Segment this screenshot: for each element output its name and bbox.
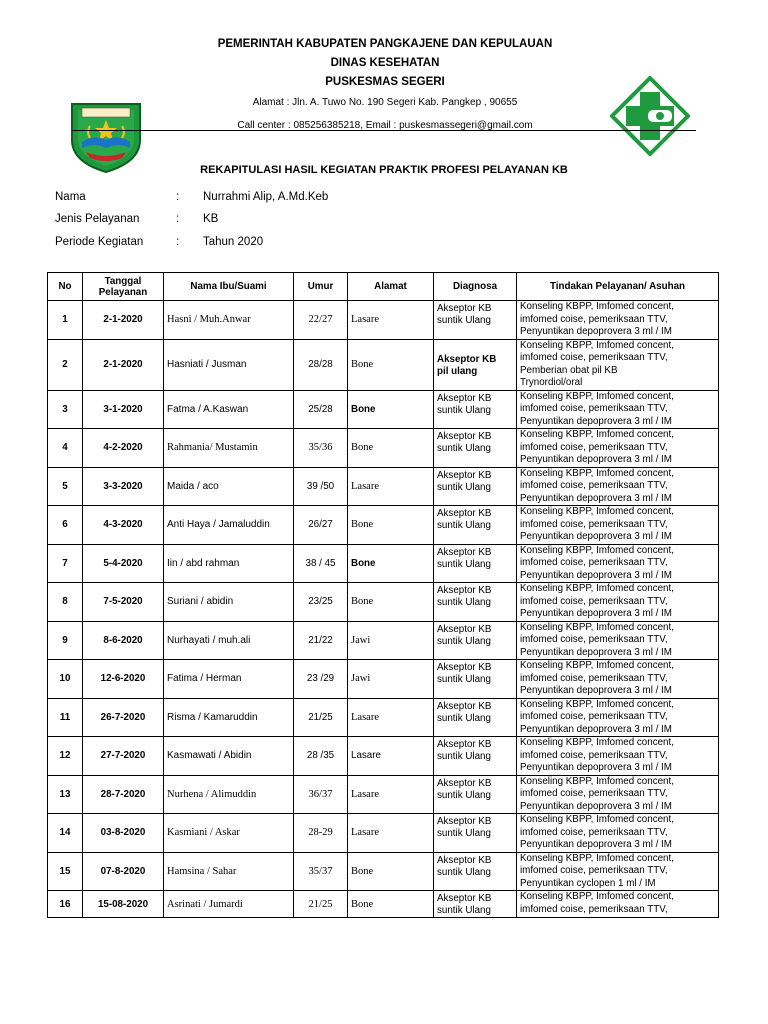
cell-no: 8: [48, 583, 83, 622]
cell-alamat: Lasare: [348, 814, 434, 853]
diagnosa-line: Akseptor KB: [437, 392, 492, 404]
cell-tindakan: [517, 339, 719, 390]
col-header-umur: Umur: [294, 273, 348, 301]
table-row: [48, 544, 719, 583]
cell-nama: Kasmawati / Abidin: [164, 737, 294, 776]
cell-tanggal: 4-3-2020: [83, 506, 164, 545]
table-row: [48, 852, 719, 891]
col-header-alamat: Alamat: [348, 273, 434, 301]
tindakan-line: imfomed coise, pemeriksaan TTV,: [520, 788, 668, 799]
table-row: [48, 698, 719, 737]
tindakan-line: Konseling KBPP, Imfomed concent,: [520, 621, 674, 633]
tindakan-line: Konseling KBPP, Imfomed concent,: [520, 301, 674, 312]
table-row: [48, 775, 719, 814]
cell-no: 7: [48, 544, 83, 583]
cell-diagnosa: [434, 621, 517, 660]
cell-alamat: Bone: [348, 544, 434, 583]
info-label-jenis: Jenis Pelayanan: [55, 213, 140, 225]
diagnosa-line: suntik Ulang: [437, 597, 491, 608]
tindakan-line: Penyuntikan depoprovera 3 ml / IM: [520, 685, 672, 696]
tindakan-line: Konseling KBPP, Imfomed concent,: [520, 660, 674, 671]
cell-no: 11: [48, 698, 83, 737]
diagnosa-line: Akseptor KB: [437, 623, 492, 635]
cell-tindakan: [517, 301, 719, 340]
cell-alamat: Lasare: [348, 775, 434, 814]
cell-alamat: Jawi: [348, 660, 434, 699]
cell-alamat: Jawi: [348, 621, 434, 660]
cell-nama: Hamsina / Sahar: [164, 852, 294, 891]
cell-diagnosa: [434, 660, 517, 699]
tindakan-line: Konseling KBPP, Imfomed concent,: [520, 339, 674, 351]
tindakan-line: Konseling KBPP, Imfomed concent,: [520, 506, 674, 517]
cell-no: 9: [48, 621, 83, 660]
tindakan-line: Konseling KBPP, Imfomed concent,: [520, 544, 674, 556]
cell-diagnosa: [434, 775, 517, 814]
header-line-3: PUSKESMAS SEGERI: [325, 76, 445, 88]
diagnosa-line: suntik Ulang: [437, 674, 491, 685]
diagnosa-line: Akseptor KB: [437, 700, 492, 712]
diagnosa-line: Akseptor KB: [437, 739, 492, 750]
table-row: [48, 339, 719, 390]
cell-diagnosa: [434, 339, 517, 390]
tindakan-line: Konseling KBPP, Imfomed concent,: [520, 698, 674, 710]
tindakan-line: imfomed coise, pemeriksaan TTV,: [520, 441, 668, 453]
tindakan-line: Konseling KBPP, Imfomed concent,: [520, 583, 674, 594]
cell-umur: 25/28: [294, 390, 348, 429]
info-value-jenis: KB: [203, 213, 219, 225]
cell-tanggal: 8-6-2020: [83, 621, 164, 660]
cell-tanggal: 5-4-2020: [83, 544, 164, 583]
cell-tindakan: [517, 583, 719, 622]
tindakan-line: Konseling KBPP, Imfomed concent,: [520, 429, 674, 440]
cell-alamat: Bone: [348, 429, 434, 468]
table-row: [48, 301, 719, 340]
cell-tanggal: 3-3-2020: [83, 467, 164, 506]
cell-tanggal: 2-1-2020: [83, 339, 164, 390]
cell-tindakan: [517, 660, 719, 699]
tindakan-line: Penyuntikan depoprovera 3 ml / IM: [520, 839, 672, 850]
header-contact: Call center : 085256385218, Email : puskesmassegeri@gmail.com: [237, 120, 533, 131]
table-row: [48, 467, 719, 506]
cell-alamat: Lasare: [348, 301, 434, 340]
tindakan-line: imfomed coise, pemeriksaan TTV,: [520, 480, 668, 491]
tindakan-line: Konseling KBPP, Imfomed concent,: [520, 814, 674, 825]
diagnosa-line: Akseptor KB: [437, 469, 492, 481]
diagnosa-line: suntik Ulang: [437, 520, 491, 531]
tindakan-line: imfomed coise, pemeriksaan TTV,: [520, 352, 668, 363]
cell-diagnosa: [434, 891, 517, 918]
tindakan-line: Trynordiol/oral: [520, 377, 583, 388]
tindakan-line: Penyuntikan depoprovera 3 ml / IM: [520, 454, 672, 465]
cell-no: 3: [48, 390, 83, 429]
diagnosa-line: suntik Ulang: [437, 789, 491, 801]
diagnosa-line: Akseptor KB: [437, 585, 492, 596]
info-label-periode: Periode Kegiatan: [55, 236, 144, 248]
tindakan-line: Penyuntikan depoprovera 3 ml / IM: [520, 608, 672, 619]
cell-diagnosa: [434, 698, 517, 737]
diagnosa-line: suntik Ulang: [437, 751, 491, 762]
cell-diagnosa: [434, 737, 517, 776]
cell-alamat: Lasare: [348, 737, 434, 776]
cell-tindakan: [517, 467, 719, 506]
document-title: REKAPITULASI HASIL KEGIATAN PRAKTIK PROFESI PELAYANAN KB: [200, 164, 568, 176]
diagnosa-line: Akseptor KB: [437, 353, 497, 365]
diagnosa-line: Akseptor KB: [437, 854, 492, 866]
cell-tindakan: [517, 891, 719, 918]
cell-tindakan: [517, 506, 719, 545]
cell-umur: 35/37: [294, 852, 348, 891]
cell-umur: 23/25: [294, 583, 348, 622]
cell-nama: Iin / abd rahman: [164, 544, 294, 583]
cell-no: 14: [48, 814, 83, 853]
diagnosa-line: suntik Ulang: [437, 866, 491, 878]
cell-umur: 39 /50: [294, 467, 348, 506]
cell-tanggal: 28-7-2020: [83, 775, 164, 814]
col-header-nama: Nama Ibu/Suami: [164, 273, 294, 301]
cell-diagnosa: [434, 467, 517, 506]
cell-alamat: Bone: [348, 506, 434, 545]
tindakan-line: Konseling KBPP, Imfomed concent,: [520, 737, 674, 748]
tindakan-line: imfomed coise, pemeriksaan TTV,: [520, 711, 668, 722]
kb-recap-table: [47, 272, 719, 918]
cell-umur: 21/25: [294, 698, 348, 737]
cell-tanggal: 03-8-2020: [83, 814, 164, 853]
cell-tindakan: [517, 390, 719, 429]
cell-alamat: Bone: [348, 390, 434, 429]
cell-nama: Hasni / Muh.Anwar: [164, 301, 294, 340]
table-row: [48, 506, 719, 545]
cell-umur: 28/28: [294, 339, 348, 390]
tindakan-line: imfomed coise, pemeriksaan TTV,: [520, 313, 668, 325]
col-header-tindakan: Tindakan Pelayanan/ Asuhan: [517, 273, 719, 301]
info-value-periode: Tahun 2020: [203, 236, 264, 248]
cell-nama: Fatima / Herman: [164, 660, 294, 699]
kabupaten-emblem-icon: [64, 96, 148, 174]
cell-alamat: Bone: [348, 583, 434, 622]
cell-tanggal: 15-08-2020: [83, 891, 164, 918]
table-row: [48, 891, 719, 918]
cell-no: 5: [48, 467, 83, 506]
cell-tanggal: 26-7-2020: [83, 698, 164, 737]
cell-no: 10: [48, 660, 83, 699]
cell-tindakan: [517, 429, 719, 468]
diagnosa-line: suntik Ulang: [437, 712, 491, 724]
cell-nama: Fatma / A.Kaswan: [164, 390, 294, 429]
puskesmas-logo: [610, 76, 690, 156]
header-line-1: PEMERINTAH KABUPATEN PANGKAJENE DAN KEPULAUAN: [217, 38, 553, 50]
table-row: [48, 583, 719, 622]
tindakan-line: Penyuntikan depoprovera 3 ml / IM: [520, 531, 672, 542]
puskesmas-cross-icon: [610, 76, 690, 156]
cell-nama: Maida / aco: [164, 467, 294, 506]
cell-umur: 26/27: [294, 506, 348, 545]
tindakan-line: imfomed coise, pemeriksaan TTV,: [520, 595, 668, 607]
diagnosa-line: Akseptor KB: [437, 303, 492, 314]
tindakan-line: imfomed coise, pemeriksaan TTV,: [520, 749, 668, 761]
cell-tindakan: [517, 814, 719, 853]
table-row: [48, 814, 719, 853]
cell-tanggal: 4-2-2020: [83, 429, 164, 468]
tindakan-line: Konseling KBPP, Imfomed concent,: [520, 852, 674, 864]
tindakan-line: imfomed coise, pemeriksaan TTV,: [520, 865, 668, 876]
info-label-nama: Nama: [55, 191, 86, 203]
cell-alamat: Lasare: [348, 467, 434, 506]
tindakan-line: imfomed coise, pemeriksaan TTV,: [520, 518, 668, 530]
cell-tindakan: [517, 621, 719, 660]
cell-tindakan: [517, 775, 719, 814]
cell-diagnosa: [434, 814, 517, 853]
cell-umur: 22/27: [294, 301, 348, 340]
cell-nama: Kasmiani / Askar: [164, 814, 294, 853]
cell-no: 4: [48, 429, 83, 468]
cell-tanggal: 07-8-2020: [83, 852, 164, 891]
cell-diagnosa: [434, 852, 517, 891]
table-row: [48, 660, 719, 699]
cell-nama: Suriani / abidin: [164, 583, 294, 622]
cell-tindakan: [517, 737, 719, 776]
cell-alamat: Bone: [348, 852, 434, 891]
tindakan-line: Penyuntikan depoprovera 3 ml / IM: [520, 326, 672, 337]
cell-tindakan: [517, 544, 719, 583]
cell-alamat: Bone: [348, 891, 434, 918]
tindakan-line: imfomed coise, pemeriksaan TTV,: [520, 403, 668, 414]
tindakan-line: imfomed coise, pemeriksaan TTV,: [520, 557, 668, 568]
cell-umur: 36/37: [294, 775, 348, 814]
diagnosa-line: Akseptor KB: [437, 816, 492, 827]
cell-no: 15: [48, 852, 83, 891]
header-rule: [72, 130, 696, 131]
diagnosa-line: suntik Ulang: [437, 443, 491, 454]
cell-umur: 28 /35: [294, 737, 348, 776]
cell-alamat: Lasare: [348, 698, 434, 737]
cell-nama: Rahmania/ Mustamin: [164, 429, 294, 468]
diagnosa-line: suntik Ulang: [437, 558, 491, 570]
diagnosa-line: Akseptor KB: [437, 431, 492, 442]
tindakan-line: imfomed coise, pemeriksaan TTV,: [520, 634, 668, 645]
cell-no: 1: [48, 301, 83, 340]
diagnosa-line: suntik Ulang: [437, 481, 491, 493]
cell-no: 2: [48, 339, 83, 390]
tindakan-line: imfomed coise, pemeriksaan TTV,: [520, 826, 668, 838]
cell-nama: Hasniati / Jusman: [164, 339, 294, 390]
tindakan-line: Penyuntikan depoprovera 3 ml / IM: [520, 762, 672, 773]
col-header-tanggal: Tanggal Pelayanan: [83, 273, 164, 301]
header-line-2: DINAS KESEHATAN: [330, 57, 440, 69]
cell-umur: 38 / 45: [294, 544, 348, 583]
diagnosa-line: Akseptor KB: [437, 662, 492, 673]
col-header-diagnosa: Diagnosa: [434, 273, 517, 301]
cell-nama: Nurhena / Alimuddin: [164, 775, 294, 814]
tindakan-line: imfomed coise, pemeriksaan TTV,: [520, 903, 668, 915]
tindakan-line: imfomed coise, pemeriksaan TTV,: [520, 672, 668, 684]
diagnosa-line: Akseptor KB: [437, 546, 492, 558]
cell-diagnosa: [434, 429, 517, 468]
tindakan-line: Penyuntikan depoprovera 3 ml / IM: [520, 492, 672, 504]
diagnosa-line: Akseptor KB: [437, 893, 492, 904]
cell-no: 16: [48, 891, 83, 918]
cell-umur: 28-29: [294, 814, 348, 853]
info-colon: :: [176, 213, 180, 225]
tindakan-line: Penyuntikan depoprovera 3 ml / IM: [520, 646, 672, 658]
cell-nama: Anti Haya / Jamaluddin: [164, 506, 294, 545]
cell-tanggal: 3-1-2020: [83, 390, 164, 429]
diagnosa-line: suntik Ulang: [437, 635, 491, 647]
table-header-row: [48, 273, 719, 301]
info-colon: :: [176, 191, 180, 203]
cell-nama: Risma / Kamaruddin: [164, 698, 294, 737]
tindakan-line: Pemberian obat pil KB: [520, 364, 618, 376]
kabupaten-logo: [64, 96, 148, 174]
diagnosa-line: suntik Ulang: [437, 315, 491, 326]
diagnosa-line: Akseptor KB: [437, 777, 492, 789]
diagnosa-line: suntik Ulang: [437, 404, 491, 416]
cell-umur: 23 /29: [294, 660, 348, 699]
cell-diagnosa: [434, 506, 517, 545]
tindakan-line: Konseling KBPP, Imfomed concent,: [520, 390, 674, 402]
diagnosa-line: suntik Ulang: [437, 828, 491, 839]
cell-umur: 21/22: [294, 621, 348, 660]
cell-no: 6: [48, 506, 83, 545]
tindakan-line: Konseling KBPP, Imfomed concent,: [520, 775, 674, 787]
cell-diagnosa: [434, 301, 517, 340]
cell-tanggal: 7-5-2020: [83, 583, 164, 622]
table-row: [48, 429, 719, 468]
cell-alamat: Bone: [348, 339, 434, 390]
cell-tindakan: [517, 698, 719, 737]
tindakan-line: Konseling KBPP, Imfomed concent,: [520, 467, 674, 479]
tindakan-line: Penyuntikan cyclopen 1 ml / IM: [520, 877, 656, 889]
tindakan-line: Penyuntikan depoprovera 3 ml / IM: [520, 415, 672, 427]
info-value-nama: Nurrahmi Alip, A.Md.Keb: [203, 191, 329, 203]
table-row: [48, 621, 719, 660]
diagnosa-line: pil ulang: [437, 365, 478, 377]
diagnosa-line: Akseptor KB: [437, 508, 492, 519]
cell-no: 12: [48, 737, 83, 776]
cell-umur: 21/25: [294, 891, 348, 918]
info-colon: :: [176, 236, 180, 248]
tindakan-line: Konseling KBPP, Imfomed concent,: [520, 891, 674, 902]
tindakan-line: Penyuntikan depoprovera 3 ml / IM: [520, 569, 672, 581]
tindakan-line: Penyuntikan depoprovera 3 ml / IM: [520, 800, 672, 812]
cell-tanggal: 2-1-2020: [83, 301, 164, 340]
cell-diagnosa: [434, 390, 517, 429]
header-address: Alamat : Jln. A. Tuwo No. 190 Segeri Kab. Pangkep , 90655: [252, 97, 518, 108]
cell-no: 13: [48, 775, 83, 814]
cell-diagnosa: [434, 544, 517, 583]
table-row: [48, 390, 719, 429]
cell-tindakan: [517, 852, 719, 891]
cell-tanggal: 27-7-2020: [83, 737, 164, 776]
table-row: [48, 737, 719, 776]
cell-umur: 35/36: [294, 429, 348, 468]
tindakan-line: Penyuntikan depoprovera 3 ml / IM: [520, 723, 672, 735]
cell-diagnosa: [434, 583, 517, 622]
cell-nama: Nurhayati / muh.ali: [164, 621, 294, 660]
diagnosa-line: suntik Ulang: [437, 905, 491, 916]
cell-tanggal: 12-6-2020: [83, 660, 164, 699]
col-header-no: No: [48, 273, 83, 301]
cell-nama: Asrinati / Jumardi: [164, 891, 294, 918]
